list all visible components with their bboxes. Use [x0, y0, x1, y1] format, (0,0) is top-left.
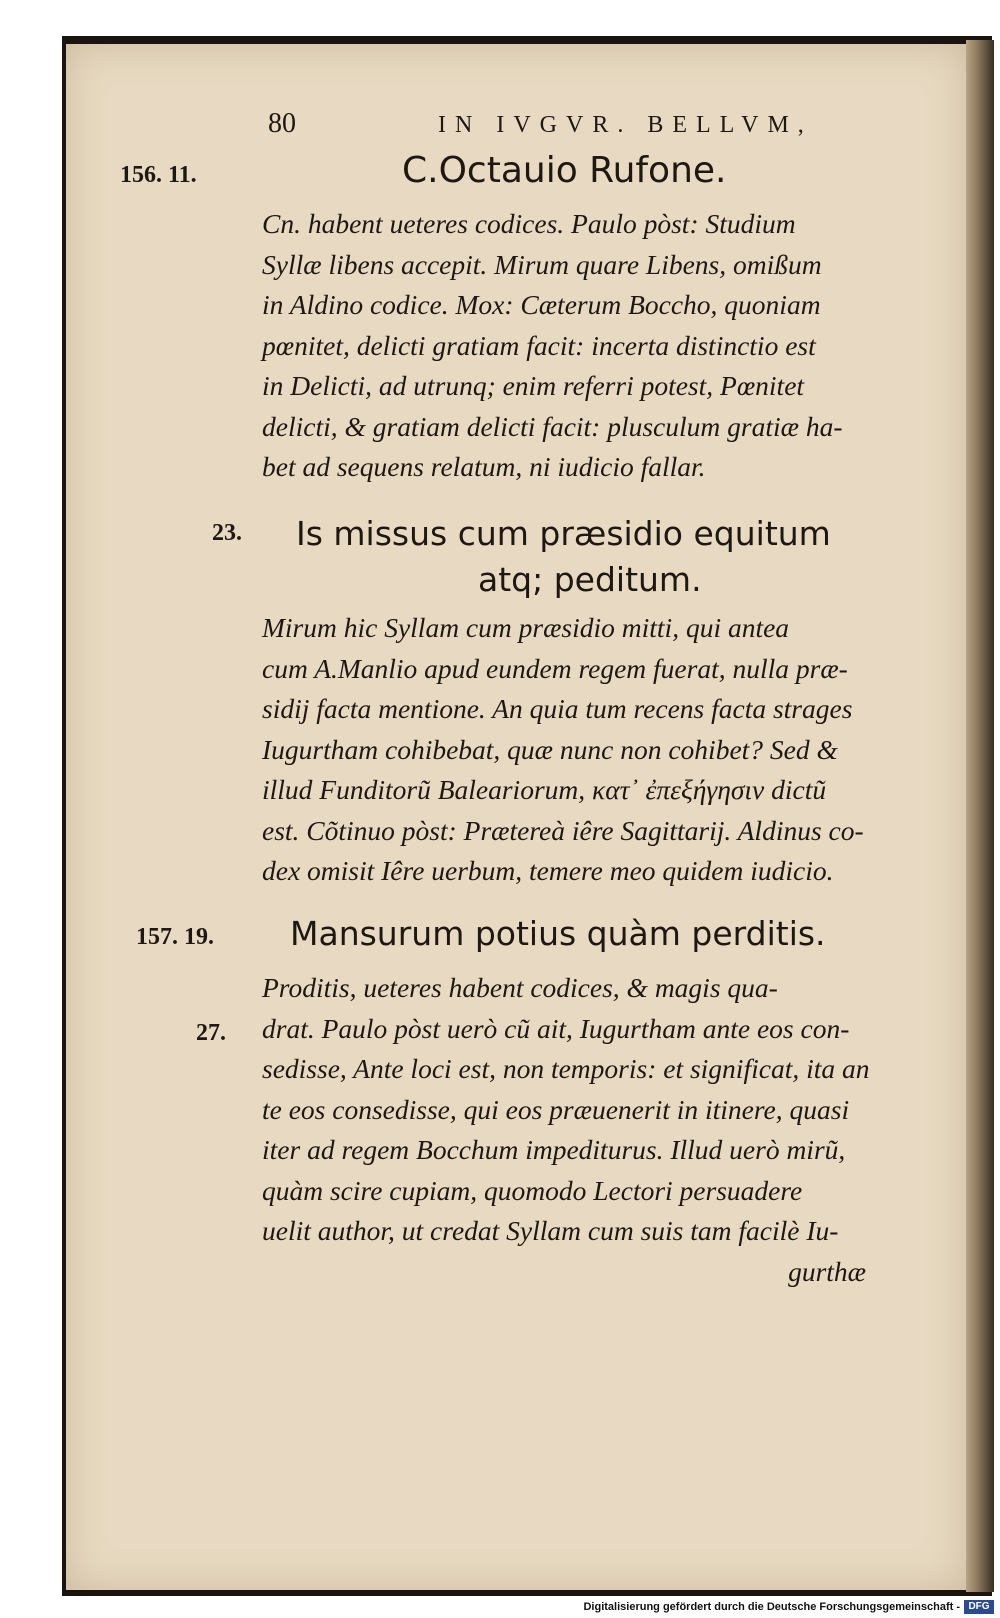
catchword: gurthæ: [788, 1255, 866, 1287]
text-line: Cn. habent ueteres codices. Paulo pòst: Studium: [262, 208, 796, 239]
text-line: dex omisit Iêre uerbum, temere meo quidem iudicio.: [262, 855, 834, 886]
text-line: Iugurtham cohibebat, quæ nunc non cohibet? Sed &: [262, 733, 838, 765]
lemma-heading: C.Octauio Rufone.: [402, 150, 727, 191]
text-line: drat. Paulo pòst uerò cũ ait, Iugurtham ante eos con-: [262, 1012, 850, 1044]
text-line: sedisse, Ante loci est, non temporis: et significat, ita an: [262, 1053, 870, 1084]
commentary-paragraph: [262, 204, 902, 488]
page-gutter: [966, 40, 994, 1592]
margin-reference: 23.: [212, 520, 242, 546]
text-line: delicti, & gratiam delicti facit: plusculum gratiæ ha-: [262, 410, 843, 442]
text-line: pœnitet, delicti gratiam facit: incerta distinctio est: [262, 329, 816, 361]
text-line: cum A.Manlio apud eundem regem fuerat, nulla præ-: [262, 652, 848, 684]
lemma-heading: Is missus cum præsidio equitum: [296, 514, 831, 553]
dfg-logo: DFG: [964, 1600, 994, 1614]
running-head: [268, 108, 828, 142]
commentary-paragraph: [262, 608, 902, 892]
text-line: bet ad sequens relatum, ni iudicio fallar.: [262, 451, 706, 482]
text-line: Syllæ libens accepit. Mirum quare Libens, omißum: [262, 248, 822, 280]
text-line: in Aldino codice. Mox: Cæterum Boccho, quoniam: [262, 289, 821, 320]
commentary-paragraph: [262, 968, 902, 1292]
text-line: Mirum hic Syllam cum præsidio mitti, qui antea: [262, 612, 790, 643]
footer: [0, 1598, 1000, 1618]
page-number: 80: [268, 108, 296, 139]
text-line: illud Funditorũ Baleariorum, κατ᾿ ἐπεξήγησιν dictũ: [262, 774, 827, 805]
text-line: Proditis, ueteres habent codices, & magis qua-: [262, 972, 778, 1003]
text-line: est. Cõtinuo pòst: Prætereà iêre Sagittarij. Aldinus co-: [262, 814, 864, 846]
lemma-heading: Mansurum potius quàm perditis.: [290, 914, 826, 953]
text-line: quàm scire cupiam, quomodo Lectori persuadere: [262, 1174, 803, 1206]
text-line: te eos consedisse, qui eos præuenerit in itinere, quasi: [262, 1093, 850, 1125]
lemma-heading-continued: atq; peditum.: [478, 560, 702, 599]
text-line: uelit author, ut credat Syllam cum suis tam facilè Iu-: [262, 1215, 839, 1246]
text-line: sidij facta mentione. An quia tum recens facta strages: [262, 693, 853, 724]
footer-credit: Digitalisierung gefördert durch die Deutsche Forschungsgemeinschaft -: [583, 1601, 960, 1613]
running-head-title: IN IVGVR. BELLVM,: [438, 112, 813, 138]
text-line: iter ad regem Bocchum impediturus. Illud uerò mirũ,: [262, 1134, 846, 1165]
margin-reference: 156. 11.: [120, 162, 197, 188]
text-line: in Delicti, ad utrunq; enim referri potest, Pœnitet: [262, 370, 805, 401]
margin-reference: 27.: [196, 1020, 226, 1046]
margin-reference: 157. 19.: [136, 924, 214, 950]
